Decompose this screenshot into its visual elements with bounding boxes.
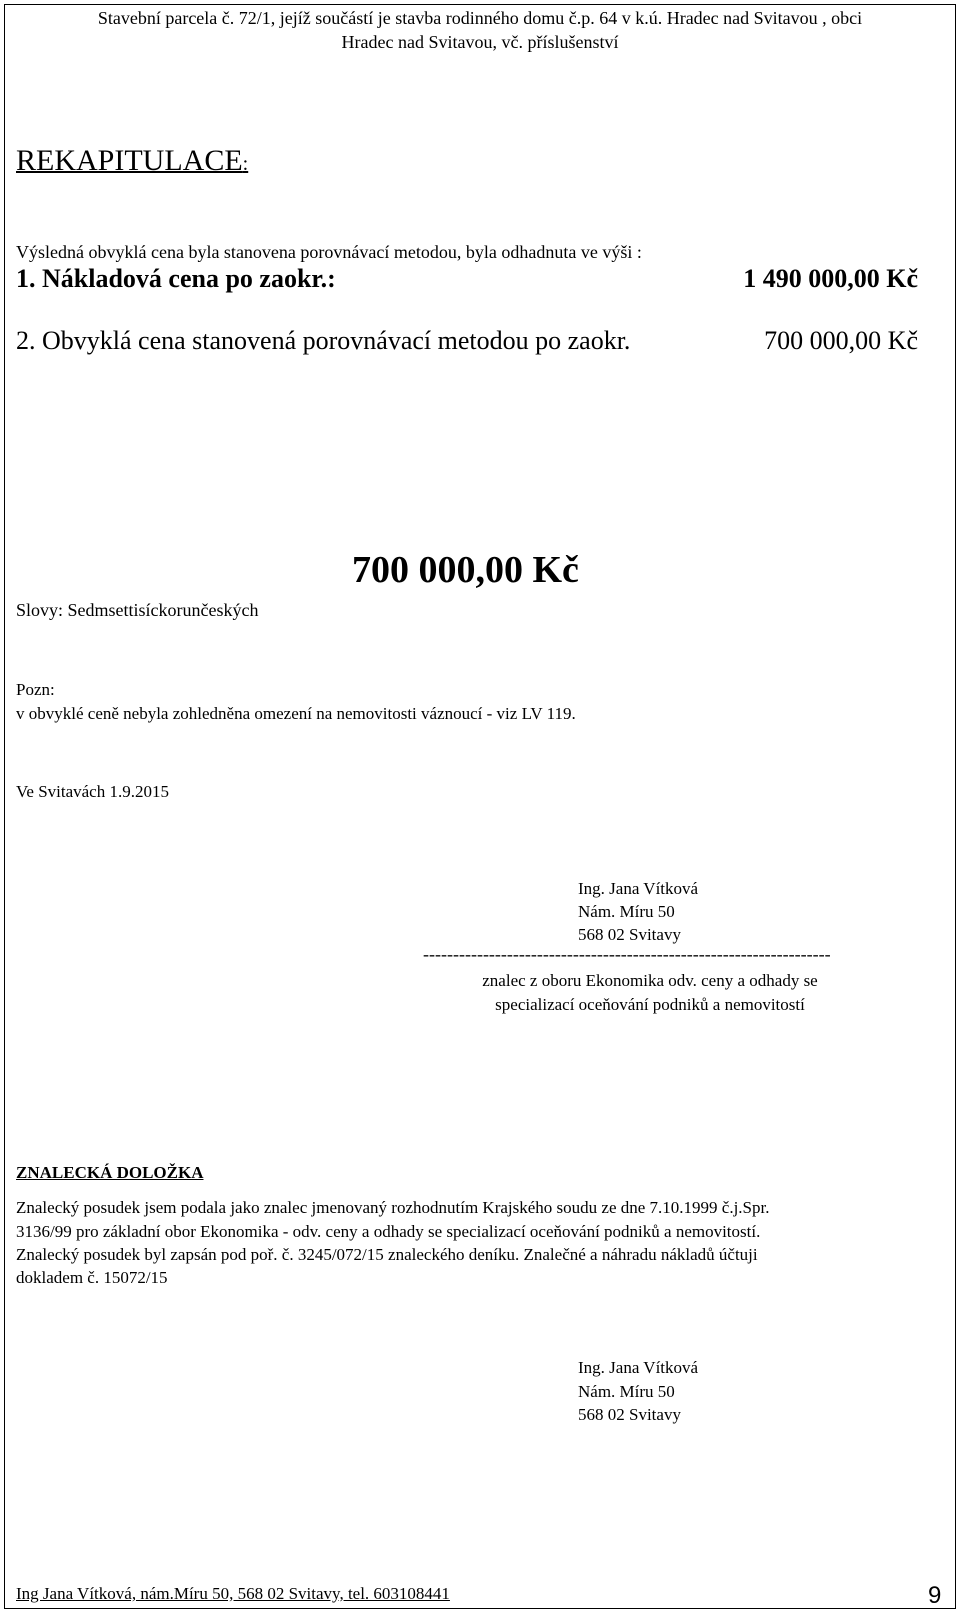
signature-2-name: Ing. Jana Vítková xyxy=(578,1358,699,1377)
recap-title-text: REKAPITULACE xyxy=(16,144,243,177)
signature-2-street: Nám. Míru 50 xyxy=(578,1382,675,1401)
recap-item-2-label: 2. Obvyklá cena stanovená porovnávací metodou po zaokr. xyxy=(16,326,631,355)
signature-name: Ing. Jana Vítková xyxy=(578,879,699,898)
expert-clause-line-1: Znalecký posudek jsem podala jako znalec jmenovaný rozhodnutím Krajského soudu ze dne 7.10.1999 č.j.Spr. xyxy=(16,1198,770,1217)
recap-title xyxy=(16,144,248,178)
expert-clause-line-2: 3136/99 pro základní obor Ekonomika - odv. ceny a odhady se specializací oceňování podniků a nemovitostí. xyxy=(16,1222,761,1241)
note-text: v obvyklé ceně nebyla zohledněna omezení na nemovitosti váznoucí - viz LV 119. xyxy=(16,704,576,723)
signature-street: Nám. Míru 50 xyxy=(578,902,675,921)
footer-text: Ing Jana Vítková, nám.Míru 50, 568 02 Svitavy, tel. 603108441 xyxy=(16,1584,450,1603)
role-line-1: znalec z oboru Ekonomika odv. ceny a odhady se xyxy=(482,971,818,990)
signature-city: 568 02 Svitavy xyxy=(578,925,681,944)
header-line-2: Hradec nad Svitavou, vč. příslušenství xyxy=(341,32,619,52)
recap-item-2-value: 700 000,00 Kč xyxy=(764,326,918,355)
final-price: 700 000,00 Kč xyxy=(352,549,579,591)
role-line-2: specializací oceňování podniků a nemovitostí xyxy=(495,995,805,1014)
expert-clause-line-4: dokladem č. 15072/15 xyxy=(16,1268,168,1287)
recap-item-1-value: 1 490 000,00 Kč xyxy=(743,264,918,293)
result-sentence: Výsledná obvyklá cena byla stanovena porovnávací metodou, byla odhadnuta ve výši : xyxy=(16,242,642,262)
expert-clause-title: ZNALECKÁ DOLOŽKA xyxy=(16,1163,204,1182)
note-label: Pozn: xyxy=(16,680,55,699)
signature-dash-line: -------------------------------------------------------------------- xyxy=(423,944,831,964)
recap-title-colon: : xyxy=(242,153,249,175)
recap-item-1-label: 1. Nákladová cena po zaokr.: xyxy=(16,264,336,293)
price-in-words: Slovy: Sedmsettisíckorunčeských xyxy=(16,600,259,620)
expert-clause-line-3: Znalecký posudek byl zapsán pod poř. č. 3245/072/15 znaleckého deníku. Znalečné a náhradu nákladů účtuji xyxy=(16,1245,758,1264)
signature-2-city: 568 02 Svitavy xyxy=(578,1405,681,1424)
header-line-1: Stavební parcela č. 72/1, jejíž součástí je stavba rodinného domu č.p. 64 v k.ú. Hradec nad Svitavou , obci xyxy=(97,8,863,28)
page-number: 9 xyxy=(928,1582,942,1609)
place-date: Ve Svitavách 1.9.2015 xyxy=(16,782,169,801)
